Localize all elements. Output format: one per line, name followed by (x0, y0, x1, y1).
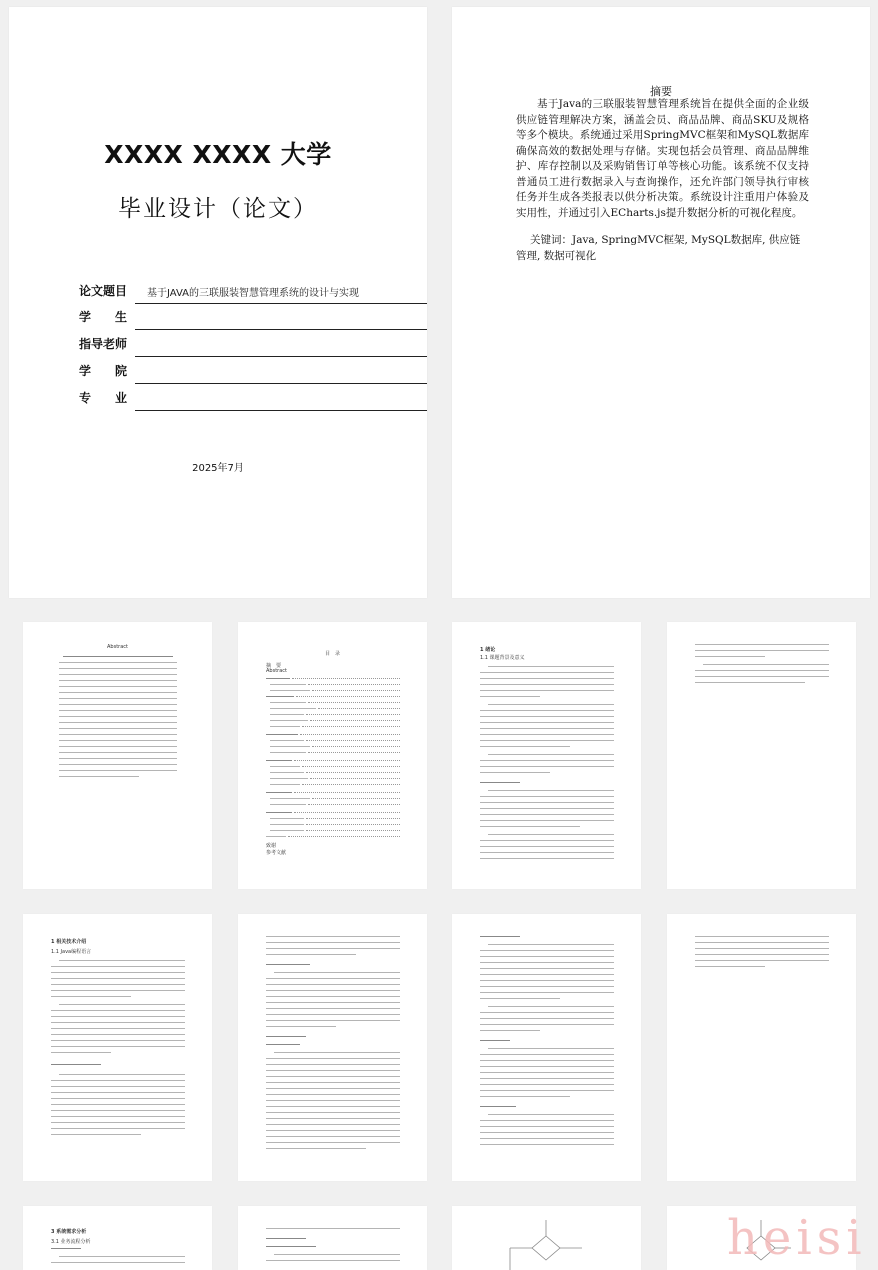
toc-item: 摘 要 (266, 663, 282, 669)
field-college (79, 362, 379, 384)
thumb-page-toc[interactable] (238, 622, 427, 889)
thumb-heading: 3 系统需求分析 (51, 1229, 87, 1235)
thumb-page-text-4[interactable] (667, 914, 856, 1181)
toc-item: 参考文献 (266, 850, 287, 856)
field-label: 学 生 (79, 310, 128, 324)
thumb-title: 目 录 (324, 651, 340, 657)
thumb-page-text-3[interactable] (452, 914, 641, 1181)
thumb-page-en-abstract[interactable] (23, 622, 212, 889)
thumb-page-text-5[interactable] (238, 1206, 427, 1270)
toc-item: Abstract (266, 668, 287, 674)
field-advisor (79, 335, 379, 357)
thumb-subheading: 3.1 业务流程分析 (51, 1239, 91, 1245)
field-label: 学 院 (79, 364, 128, 378)
thumb-subheading: 1.1 课题背景及意义 (480, 655, 525, 661)
toc-item: 致谢 (266, 843, 277, 849)
abstract-body: 基于Java的三联服装智慧管理系统旨在提供全面的企业级供应链管理解决方案，涵盖会员、商品品牌、商品SKU及规格等多个模块。系统通过采用SpringMVC框架和MySQL数据库确保高效的数据处理与存储。实现包括会员管理、商品品牌维护、库存控制以及采购销售订单等核心功能。该系统不仅支持普通员工进行数据录入与查询操作，还允许部门领导执行审核任务并生成各类报表以供分析决策。系统设计注重用户体验及实用性，并通过引入ECharts.js提升数据分析的可视化程度。 (516, 98, 809, 219)
thumb-page-ch1[interactable] (452, 622, 641, 889)
flowchart-thumbnail (452, 1206, 641, 1270)
field-label: 专 业 (79, 391, 128, 405)
underline (135, 383, 427, 384)
underline (135, 329, 427, 330)
thumb-page-tech[interactable] (23, 914, 212, 1181)
university-name: XXXX XXXX 大学 (104, 140, 332, 169)
abstract-page (452, 7, 870, 598)
abstract-title: 摘要 (650, 85, 672, 98)
field-label: 指导老师 (79, 337, 128, 351)
field-student (79, 308, 379, 330)
underline (135, 356, 427, 357)
thumb-page-text-2[interactable] (238, 914, 427, 1181)
field-label: 论文题目 (79, 284, 128, 298)
thumb-page-flowchart[interactable] (452, 1206, 641, 1270)
field-topic (79, 282, 379, 304)
thumb-page-text[interactable] (667, 622, 856, 889)
abstract-keywords: 关键词：Java, SpringMVC框架, MySQL数据库, 供应链管理, 数据可视化 (516, 234, 801, 262)
field-value: 基于JAVA的三联服装智慧管理系统的设计与实现 (147, 288, 360, 299)
cover-date: 2025年7月 (192, 463, 244, 474)
thumb-heading: 1 相关技术介绍 (51, 939, 87, 945)
watermark: heisi (727, 1210, 867, 1266)
underline (135, 410, 427, 411)
field-major (79, 389, 379, 411)
underline (135, 303, 427, 304)
thesis-title: 毕业设计（论文） (118, 196, 318, 222)
thumb-page-requirements[interactable] (23, 1206, 212, 1270)
thumb-heading: 1 绪论 (480, 647, 496, 653)
thumb-subheading: 1.1 Java编程语言 (51, 949, 92, 955)
cover-page (9, 7, 427, 598)
thumb-title: Abstract (107, 644, 128, 650)
